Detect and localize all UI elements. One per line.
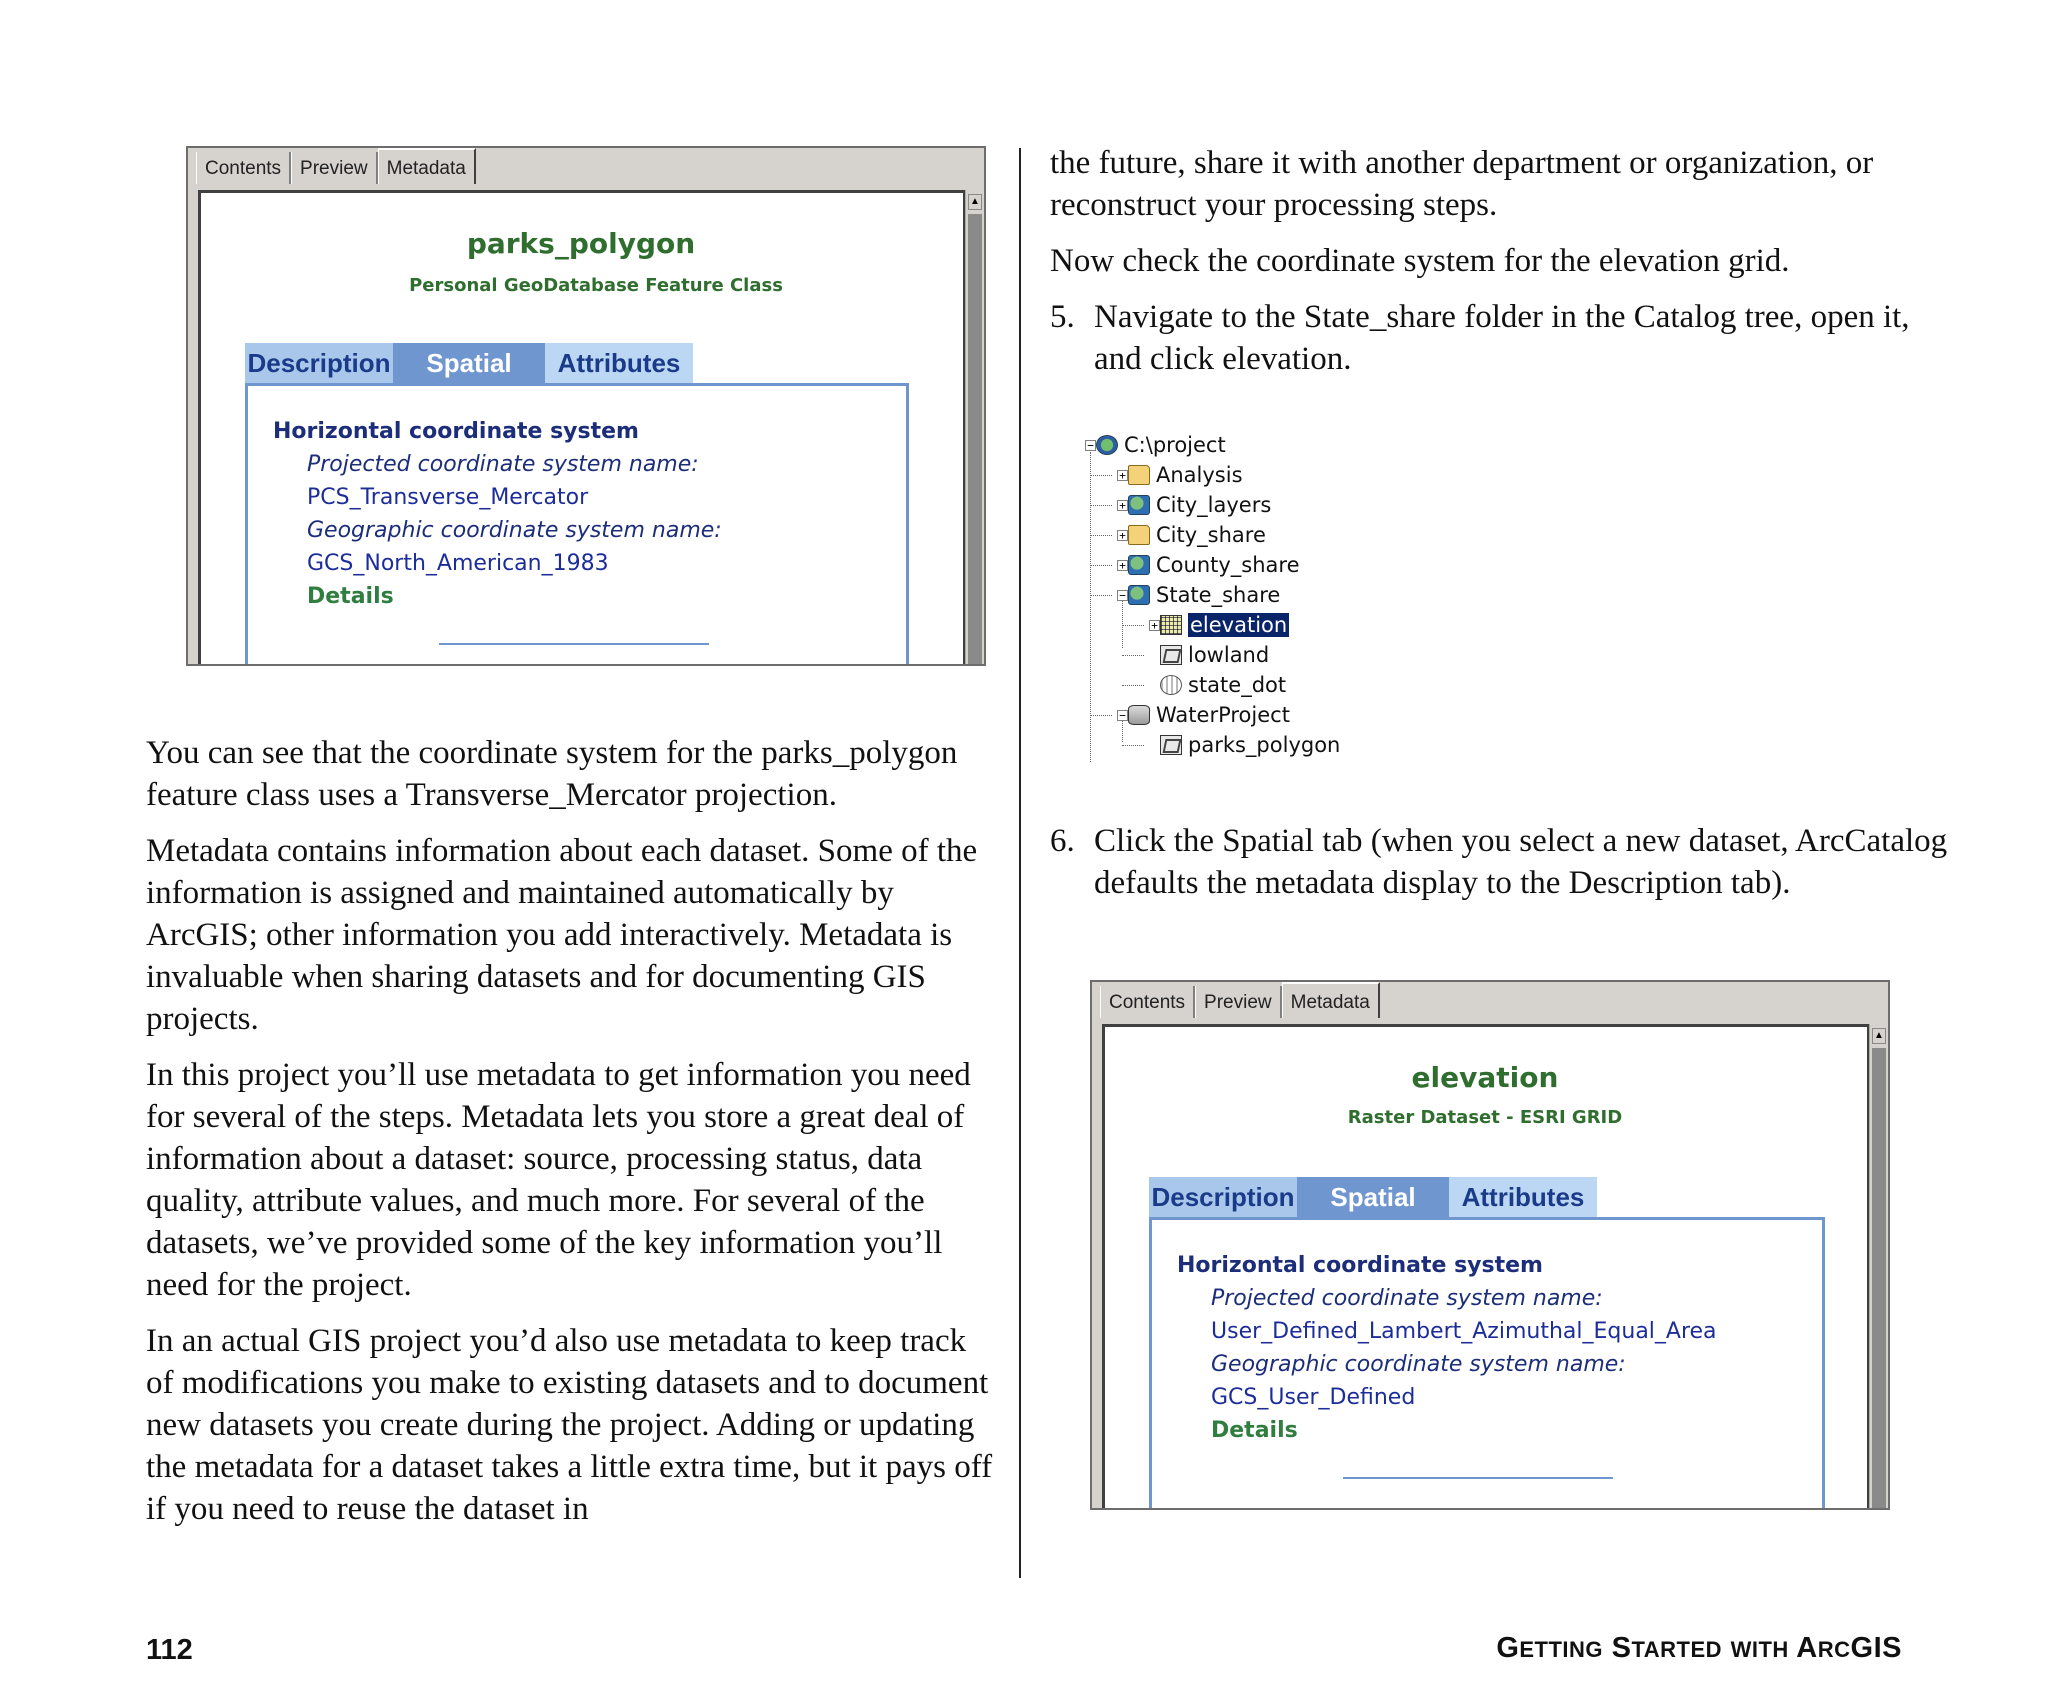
tree-label: City_layers bbox=[1156, 493, 1272, 517]
title-part: A bbox=[1796, 1632, 1818, 1664]
expand-icon[interactable]: + bbox=[1117, 500, 1128, 511]
title-part: S bbox=[1611, 1632, 1632, 1664]
expand-icon[interactable]: + bbox=[1117, 530, 1128, 541]
catalog-tabs bbox=[196, 152, 476, 184]
book-title bbox=[1496, 1632, 1902, 1665]
projected-name-value: User_Defined_Lambert_Azimuthal_Equal_Area bbox=[1211, 1319, 1717, 1344]
paragraph: Metadata contains information about each dataset. Some of the information is assigned and maintained automatically by ArcGIS; other information you add interactively. Metadata is invaluable when sharing datasets and for documenting GIS projects. bbox=[146, 833, 978, 1037]
tab-contents[interactable]: Contents bbox=[196, 152, 291, 184]
folder-icon bbox=[1128, 465, 1150, 485]
tab-preview[interactable]: Preview bbox=[1195, 986, 1282, 1018]
dataset-type: Personal GeoDatabase Feature Class bbox=[409, 275, 783, 296]
step-5 bbox=[1050, 296, 1910, 380]
paragraph: You can see that the coordinate system for the parks_polygon feature class uses a Transverse_Mercator projection. bbox=[146, 735, 958, 813]
metadata-pane bbox=[198, 190, 966, 664]
paragraph: In this project you’ll use metadata to get information you need for several of the steps. Metadata lets you store a great deal of information about a dataset: source, processing status, data quality, attribute values, and much more. For several of the datasets, we’ve provided some of the key information you’ll need for the project. bbox=[146, 1057, 971, 1303]
expand-icon[interactable]: + bbox=[1117, 560, 1128, 571]
tree-label: parks_polygon bbox=[1188, 733, 1341, 757]
tree-label: state_dot bbox=[1188, 673, 1287, 697]
tree-item-project[interactable] bbox=[1096, 430, 1226, 460]
geographic-name-label: Geographic coordinate system name: bbox=[307, 518, 722, 543]
raster-grid-icon bbox=[1160, 615, 1182, 635]
tree-label: WaterProject bbox=[1156, 703, 1290, 727]
collapse-icon[interactable]: − bbox=[1117, 590, 1128, 601]
tab-metadata[interactable]: Metadata bbox=[378, 148, 476, 184]
coordinate-system-heading: Horizontal coordinate system bbox=[1177, 1253, 1543, 1278]
tab-attributes[interactable]: Attributes bbox=[1449, 1177, 1597, 1217]
title-part: GIS bbox=[1850, 1632, 1902, 1664]
tree-label: City_share bbox=[1156, 523, 1266, 547]
title-part: RC bbox=[1817, 1637, 1851, 1662]
scroll-up-icon[interactable]: ▲ bbox=[968, 194, 982, 210]
dataset-name: parks_polygon bbox=[466, 227, 696, 260]
metadata-window-parks bbox=[186, 146, 986, 666]
tree-label-selected: elevation bbox=[1190, 613, 1288, 637]
step-text: Click the Spatial tab (when you select a new dataset, ArcCatalog defaults the metadata display to the Description tab). bbox=[1094, 823, 1948, 901]
project-icon bbox=[1096, 435, 1118, 455]
tree-item-city-layers[interactable] bbox=[1128, 490, 1271, 520]
expand-icon[interactable]: + bbox=[1149, 620, 1160, 631]
catalog-tabs bbox=[1100, 986, 1380, 1018]
title-part: WITH bbox=[1730, 1637, 1789, 1662]
tab-description[interactable]: Description bbox=[1149, 1177, 1297, 1217]
step-text: Navigate to the State_share folder in the Catalog tree, open it, and click elevation. bbox=[1094, 299, 1910, 377]
catalog-tree bbox=[1080, 428, 1400, 768]
scroll-thumb[interactable] bbox=[968, 214, 982, 664]
tab-attributes[interactable]: Attributes bbox=[545, 343, 693, 383]
section-underline bbox=[1343, 1477, 1613, 1479]
paragraph: the future, share it with another department or organization, or reconstruct your processing steps. bbox=[1050, 145, 1874, 223]
column-divider bbox=[1019, 148, 1021, 1578]
tab-metadata[interactable]: Metadata bbox=[1282, 982, 1380, 1018]
tab-description[interactable]: Description bbox=[245, 343, 393, 383]
folder-connection-icon bbox=[1128, 495, 1150, 515]
title-part: TARTED bbox=[1631, 1637, 1723, 1662]
expand-icon[interactable]: + bbox=[1117, 470, 1128, 481]
geodatabase-icon bbox=[1128, 705, 1150, 725]
projected-name-label: Projected coordinate system name: bbox=[307, 452, 699, 477]
tree-label: lowland bbox=[1188, 643, 1270, 667]
folder-icon bbox=[1128, 525, 1150, 545]
tree-label: State_share bbox=[1156, 583, 1281, 607]
tab-preview[interactable]: Preview bbox=[291, 152, 378, 184]
details-link[interactable]: Details bbox=[1211, 1418, 1298, 1443]
tab-contents[interactable]: Contents bbox=[1100, 986, 1195, 1018]
metadata-section-tabs bbox=[1149, 1177, 1597, 1217]
step-6 bbox=[1050, 820, 1954, 904]
title-part: ETTING bbox=[1519, 1637, 1604, 1662]
tree-item-elevation[interactable] bbox=[1160, 610, 1289, 640]
tin-globe-icon bbox=[1160, 675, 1182, 695]
coordinate-system-heading: Horizontal coordinate system bbox=[273, 419, 639, 444]
geographic-name-label: Geographic coordinate system name: bbox=[1211, 1352, 1626, 1377]
metadata-pane bbox=[1102, 1024, 1870, 1508]
geographic-name-value: GCS_User_Defined bbox=[1211, 1385, 1416, 1410]
scroll-thumb[interactable] bbox=[1872, 1048, 1886, 1508]
tree-item-county-share[interactable] bbox=[1128, 550, 1300, 580]
dataset-type: Raster Dataset - ESRI GRID bbox=[1347, 1107, 1623, 1128]
projected-name-value: PCS_Transverse_Mercator bbox=[307, 485, 589, 510]
tree-label: Analysis bbox=[1156, 463, 1243, 487]
vertical-scrollbar[interactable] bbox=[1869, 1024, 1888, 1508]
details-link[interactable]: Details bbox=[307, 584, 394, 609]
polygon-feature-icon bbox=[1160, 645, 1182, 665]
left-column-text bbox=[146, 732, 996, 1544]
metadata-section-tabs bbox=[245, 343, 693, 383]
folder-connection-icon bbox=[1128, 585, 1150, 605]
polygon-feature-icon bbox=[1160, 735, 1182, 755]
paragraph: In an actual GIS project you’d also use metadata to keep track of modifications you make to existing datasets and to document new datasets you create during the project. Adding or updating the metadata for a dataset takes a little extra time, but it pays off if you need to reuse the dataset in bbox=[146, 1323, 993, 1527]
tab-spatial[interactable]: Spatial bbox=[393, 343, 545, 383]
folder-connection-icon bbox=[1128, 555, 1150, 575]
tree-item-analysis[interactable] bbox=[1128, 460, 1243, 490]
geographic-name-value: GCS_North_American_1983 bbox=[307, 551, 609, 576]
tree-item-city-share[interactable] bbox=[1128, 520, 1266, 550]
step-number: 5. bbox=[1050, 299, 1075, 335]
tree-label: County_share bbox=[1156, 553, 1300, 577]
paragraph: Now check the coordinate system for the elevation grid. bbox=[1050, 243, 1790, 279]
tree-item-waterproject[interactable] bbox=[1128, 700, 1290, 730]
right-column-text bbox=[1050, 142, 1910, 394]
projected-name-label: Projected coordinate system name: bbox=[1211, 1286, 1603, 1311]
tree-item-state-share[interactable] bbox=[1128, 580, 1280, 610]
vertical-scrollbar[interactable] bbox=[965, 190, 984, 664]
tree-item-parks-polygon[interactable] bbox=[1160, 730, 1340, 760]
metadata-window-elevation bbox=[1090, 980, 1890, 1510]
collapse-icon[interactable]: − bbox=[1085, 440, 1096, 451]
dataset-name: elevation bbox=[1411, 1061, 1559, 1094]
tab-spatial[interactable]: Spatial bbox=[1297, 1177, 1449, 1217]
page-number: 112 bbox=[146, 1634, 193, 1666]
scroll-up-icon[interactable]: ▲ bbox=[1872, 1028, 1886, 1044]
title-part: G bbox=[1496, 1632, 1520, 1664]
tree-item-state-dot[interactable] bbox=[1160, 670, 1286, 700]
collapse-icon[interactable]: − bbox=[1117, 710, 1128, 721]
tree-item-lowland[interactable] bbox=[1160, 640, 1269, 670]
step-number: 6. bbox=[1050, 823, 1075, 859]
section-underline bbox=[439, 643, 709, 645]
tree-label: C:\project bbox=[1124, 433, 1226, 457]
